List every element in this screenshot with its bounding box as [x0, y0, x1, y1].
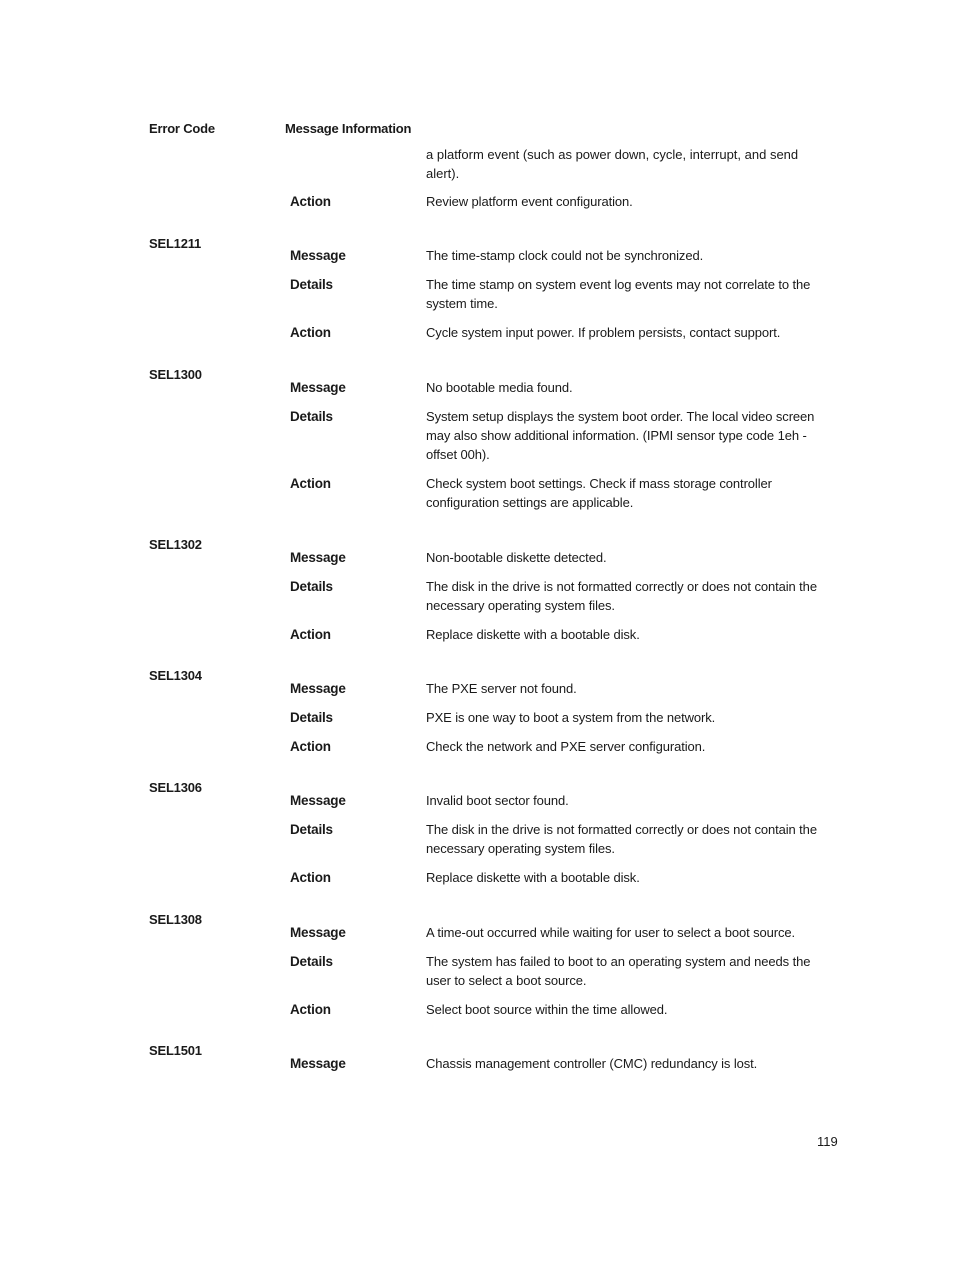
column-header-error-code: Error Code: [149, 121, 215, 136]
message-label: Message: [290, 248, 346, 263]
message-text: The PXE server not found.: [426, 681, 577, 696]
message-label: Message: [290, 925, 346, 940]
message-label: Message: [290, 1056, 346, 1071]
error-code: SEL1501: [149, 1043, 202, 1058]
message-text: No bootable media found.: [426, 380, 573, 395]
details-text: The time stamp on system event log events may not correlate to the system time.: [426, 277, 811, 311]
error-code: SEL1306: [149, 780, 202, 795]
error-code: SEL1304: [149, 668, 202, 683]
continued-action-text: Review platform event configuration.: [426, 194, 633, 209]
details-text: PXE is one way to boot a system from the network.: [426, 710, 716, 725]
message-label: Message: [290, 793, 346, 808]
continued-details-text: a platform event (such as power down, cycle, interrupt, and send alert).: [426, 147, 799, 181]
message-label: Message: [290, 681, 346, 696]
details-label: Details: [290, 710, 333, 725]
details-label: Details: [290, 954, 333, 969]
action-text: Cycle system input power. If problem persists, contact support.: [426, 325, 781, 340]
continued-action-label: Action: [290, 194, 331, 209]
action-label: Action: [290, 1002, 331, 1017]
page-number: 119: [817, 1134, 838, 1149]
action-label: Action: [290, 739, 331, 754]
details-label: Details: [290, 409, 333, 424]
message-text: A time-out occurred while waiting for user to select a boot source.: [426, 925, 796, 940]
message-label: Message: [290, 380, 346, 395]
details-text: The disk in the drive is not formatted correctly or does not contain the necessary operating system files.: [426, 822, 817, 856]
error-code: SEL1308: [149, 912, 202, 927]
details-label: Details: [290, 822, 333, 837]
action-label: Action: [290, 476, 331, 491]
action-text: Replace diskette with a bootable disk.: [426, 627, 640, 642]
details-label: Details: [290, 277, 333, 292]
message-text: The time-stamp clock could not be synchronized.: [426, 248, 704, 263]
message-text: Chassis management controller (CMC) redundancy is lost.: [426, 1056, 758, 1071]
action-text: Replace diskette with a bootable disk.: [426, 870, 640, 885]
details-text: The disk in the drive is not formatted correctly or does not contain the necessary operating system files.: [426, 579, 817, 613]
details-text: System setup displays the system boot order. The local video screen may also show additional information. (IPMI sensor type code 1eh - offset 00h).: [426, 409, 815, 462]
error-code: SEL1302: [149, 537, 202, 552]
action-text: Check the network and PXE server configuration.: [426, 739, 706, 754]
action-text: Select boot source within the time allowed.: [426, 1002, 668, 1017]
action-text: Check system boot settings. Check if mass storage controller configuration settings are applicable.: [426, 476, 772, 510]
message-text: Non-bootable diskette detected.: [426, 550, 607, 565]
details-label: Details: [290, 579, 333, 594]
action-label: Action: [290, 325, 331, 340]
action-label: Action: [290, 870, 331, 885]
action-label: Action: [290, 627, 331, 642]
message-label: Message: [290, 550, 346, 565]
column-header-message-information: Message Information: [285, 121, 412, 136]
error-code: SEL1211: [149, 236, 202, 251]
message-text: Invalid boot sector found.: [426, 793, 569, 808]
error-code: SEL1300: [149, 367, 202, 382]
details-text: The system has failed to boot to an operating system and needs the user to select a boot source.: [426, 954, 811, 988]
